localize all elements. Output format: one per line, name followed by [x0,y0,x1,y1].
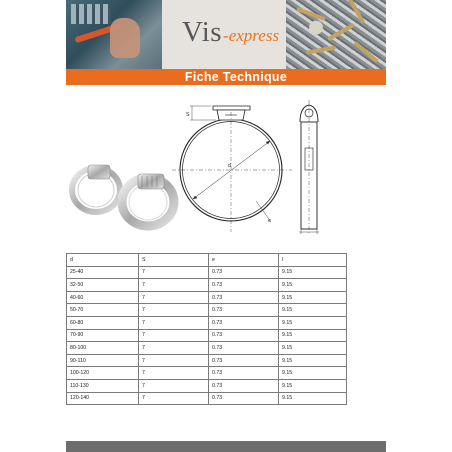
table-row: 70-90 7 0.73 9.15 [67,329,347,342]
table-row: 40-60 7 0.73 9.15 [67,291,347,304]
brand-main-text: Vis [182,16,223,48]
dimension-label-d: d [228,163,231,169]
table-row: 110-130 7 0.73 9.15 [67,379,347,392]
spec-table [66,253,347,405]
column-header-d: d [67,254,139,267]
footer-bar [66,441,386,452]
table-row: 32-50 7 0.73 9.15 [67,279,347,292]
column-header-s: S [139,254,209,267]
table-row: 25-40 7 0.73 9.15 [67,266,347,279]
clamp-side-view [299,100,319,235]
page-title: Fiche Technique [184,70,288,84]
table-row: 60-80 7 0.73 9.15 [67,316,347,329]
hose-clamp-photo [72,165,174,226]
column-header-l: l [279,254,347,267]
table-row: 90-110 7 0.73 9.15 [67,354,347,367]
brand-sub-text: -express [223,26,280,45]
column-header-e: e [209,254,279,267]
dimension-label-s: S [186,112,190,118]
table-row: 100-120 7 0.73 9.15 [67,367,347,380]
table-row: 50-70 7 0.73 9.15 [67,304,347,317]
dimension-label-e: e [268,218,271,224]
clamp-front-view [172,106,292,232]
table-row: 120-140 7 0.73 9.15 [67,392,347,405]
table-row: 80-100 7 0.73 9.15 [67,342,347,355]
table-header-row [67,254,347,267]
